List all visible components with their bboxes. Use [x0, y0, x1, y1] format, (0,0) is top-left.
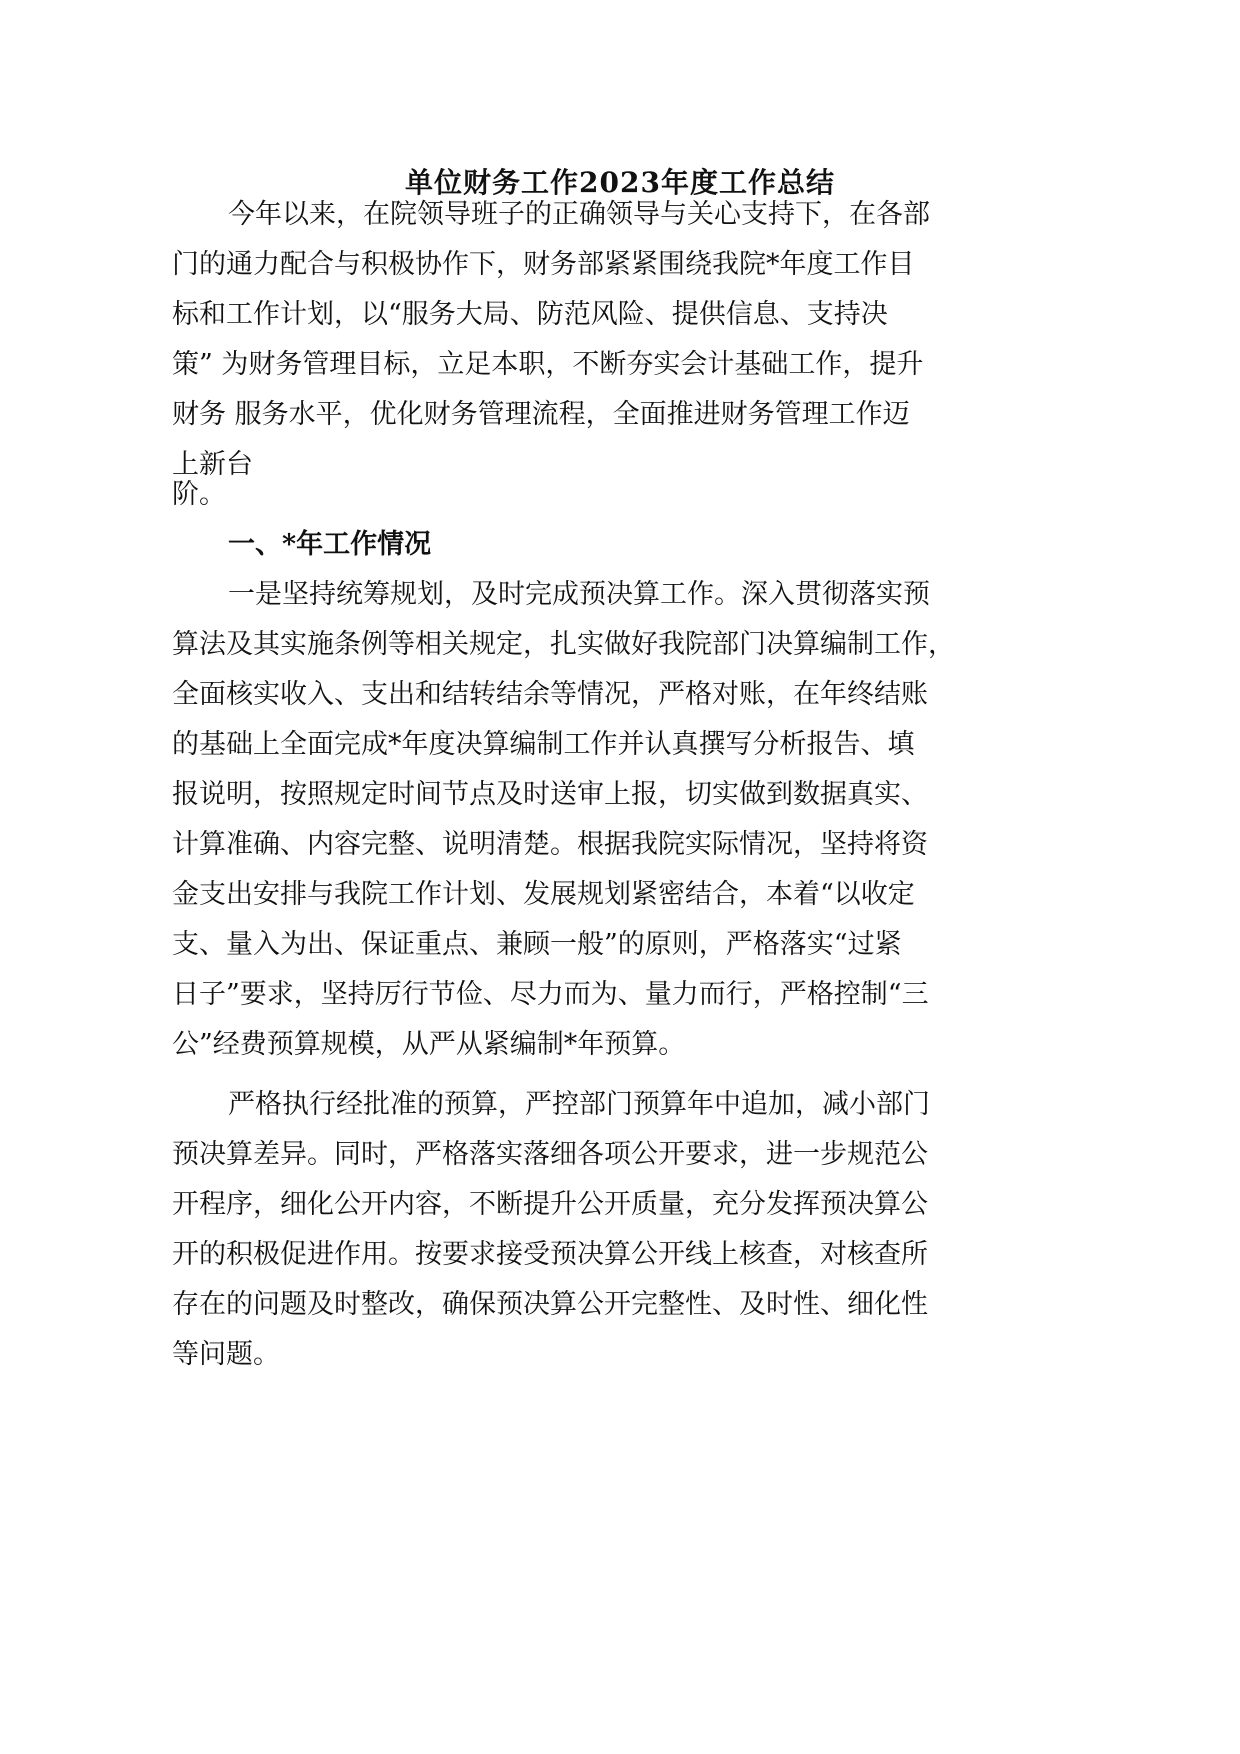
paragraph-line: 今年以来，在院领导班子的正确领导与关心支持下，在各部 — [228, 199, 930, 230]
paragraph-line: 的基础上全面完成*年度决算编制工作并认真撰写分析报告、填 — [172, 729, 915, 760]
paragraph-line: 一是坚持统筹规划，及时完成预决算工作。深入贯彻落实预 — [228, 579, 930, 610]
paragraph-line: 支、量入为出、保证重点、兼顾一般”的原则，严格落实“过紧 — [172, 929, 902, 960]
paragraph-line: 金支出安排与我院工作计划、发展规划紧密结合，本着“以收定 — [172, 879, 915, 910]
paragraph-line: 开的积极促进作用。按要求接受预决算公开线上核查，对核查所 — [172, 1239, 928, 1270]
paragraph-line: 等问题。 — [172, 1339, 280, 1370]
paragraph-line: 开程序，细化公开内容，不断提升公开质量，充分发挥预决算公 — [172, 1189, 928, 1220]
paragraph-line: 存在的问题及时整改，确保预决算公开完整性、及时性、细化性 — [172, 1289, 928, 1320]
section-heading: 一、*年工作情况 — [228, 529, 432, 560]
paragraph-line: 上新台 — [172, 449, 253, 480]
paragraph-line: 公”经费预算规模，从严从紧编制*年预算。 — [172, 1029, 686, 1060]
document-title: 单位财务工作2023年度工作总结 — [405, 166, 835, 199]
paragraph-line: 日子”要求，坚持厉行节俭、尽力而为、量力而行，严格控制“三 — [172, 979, 929, 1010]
paragraph-line: 门的通力配合与积极协作下，财务部紧紧围绕我院*年度工作目 — [172, 249, 915, 280]
paragraph-line: 策” 为财务管理目标，立足本职，不断夯实会计基础工作，提升 — [172, 349, 924, 380]
paragraph-line: 预决算差异。同时，严格落实落细各项公开要求，进一步规范公 — [172, 1139, 928, 1170]
paragraph-line: 标和工作计划，以“服务大局、防范风险、提供信息、支持决 — [172, 299, 888, 330]
paragraph-line: 财务 服务水平，优化财务管理流程，全面推进财务管理工作迈 — [172, 399, 910, 430]
paragraph-line: 报说明，按照规定时间节点及时送审上报，切实做到数据真实、 — [172, 779, 928, 810]
paragraph-line: 全面核实收入、支出和结转结余等情况，严格对账，在年终结账 — [172, 679, 928, 710]
paragraph-line: 计算准确、内容完整、说明清楚。根据我院实际情况，坚持将资 — [172, 829, 928, 860]
paragraph-line: 严格执行经批准的预算，严控部门预算年中追加，减小部门 — [228, 1089, 930, 1120]
paragraph-line: 阶。 — [172, 479, 226, 510]
paragraph-line: 算法及其实施条例等相关规定，扎实做好我院部门决算编制工作， — [172, 629, 955, 660]
